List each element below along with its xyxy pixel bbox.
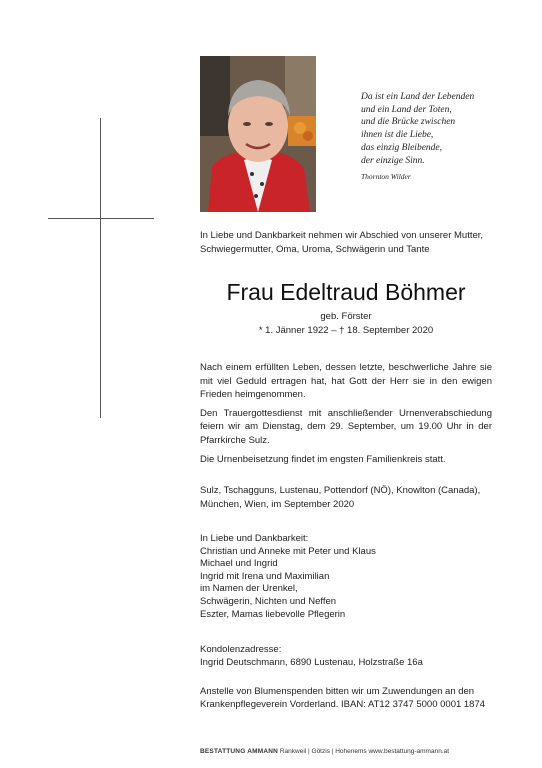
mourner-entry: Eszter, Mamas liebevolle Pflegerin: [200, 608, 346, 620]
funeral-home-brand: BESTATTUNG AMMANN: [200, 748, 279, 755]
cross-vertical-bar: [100, 118, 101, 418]
intro-text: In Liebe und Dankbarkeit nehmen wir Abschied von unserer Mutter, Schwiegermutter, Oma, Uroma, Schwägerin und Tante: [200, 230, 484, 255]
poem-author: Thornton Wilder: [361, 172, 411, 182]
mourner-entry: Michael und Ingrid: [200, 558, 278, 570]
cross-horizontal-bar: [48, 218, 154, 219]
mourner-entry: im Namen der Urenkel,: [200, 583, 298, 595]
funeral-home-locations: Rankweil | Götzis | Hohenems www.bestattung-ammann.at: [279, 748, 450, 755]
portrait-photo: [200, 56, 316, 212]
mourners-heading: In Liebe und Dankbarkeit:: [200, 533, 309, 544]
obituary-paragraph: Nach einem erfüllten Leben, dessen letzte, beschwerliche Jahre sie mit viel Geduld ertragen hat, hat Gott der Herr sie in den ewigen Frieden heimgenommen.: [200, 362, 492, 401]
donation-note: [200, 685, 492, 712]
donation-iban-line: Krankenpflegeverein Vorderland. IBAN: AT12 3747 5000 0001 1874: [200, 699, 486, 711]
condolence-address-line: Ingrid Deutschmann, 6890 Lustenau, Holzstraße 16a: [200, 657, 423, 669]
place-line: Sulz, Tschagguns, Lustenau, Pottendorf (NÖ), Knowlton (Canada),: [200, 485, 481, 496]
service-paragraph: Den Trauergottesdienst mit anschließender Urnenverabschiedung feiern wir am Dienstag, dem 29. September, um 19.00 Uhr in der Pfarrkirche Sulz.: [200, 407, 492, 446]
memorial-poem: [361, 91, 531, 184]
deceased-name: Frau Edeltraud Böhmer: [226, 279, 466, 305]
life-dates: * 1. Jänner 1922 – † 18. September 2020: [258, 325, 434, 336]
obituary-body: [200, 361, 492, 471]
portrait-illustration: [200, 56, 316, 212]
place-and-date: [200, 484, 492, 511]
poem-line: der einzige Sinn.: [361, 155, 425, 166]
poem-line: das einzig Bleibende,: [361, 142, 442, 153]
mourner-entry: Schwägerin, Nichten und Neffen: [200, 595, 337, 607]
condolence-address: [200, 643, 492, 669]
poem-line: ihnen ist die Liebe,: [361, 130, 434, 141]
poem-line: und die Brücke zwischen: [361, 117, 456, 128]
mourner-entry: Ingrid mit Irena und Maximilian: [200, 570, 330, 582]
condolence-label: Kondolenzadresse:: [200, 644, 282, 655]
mourner-entry: Christian und Anneke mit Peter und Klaus: [200, 545, 376, 557]
poem-line: und ein Land der Toten,: [361, 104, 452, 115]
footer: [200, 748, 500, 755]
poem-line: Da ist ein Land der Lebenden: [361, 92, 475, 102]
maiden-name: geb. Förster: [320, 311, 372, 322]
donation-line: Anstelle von Blumenspenden bitten wir um Zuwendungen an den: [200, 686, 475, 697]
mourners-list: [200, 533, 492, 621]
place-line: München, Wien, im September 2020: [200, 498, 355, 510]
burial-paragraph: Die Urnenbeisetzung findet im engsten Familienkreis statt.: [200, 453, 446, 465]
